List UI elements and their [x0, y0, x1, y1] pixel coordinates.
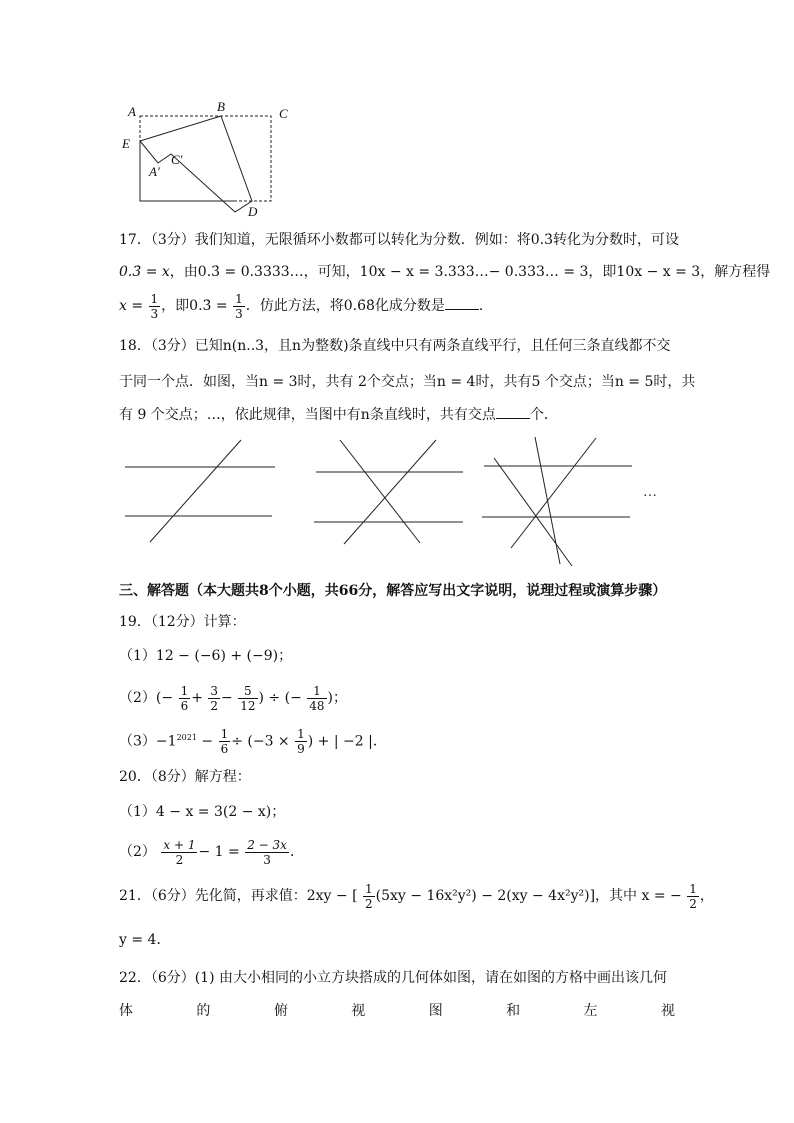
q19-p2-end: )； [327, 690, 348, 706]
q19-p2-plus: + [191, 690, 203, 706]
q17-fraction2: $\frac{1}{3}$ [235, 291, 243, 321]
q17-fraction1: $\frac{1}{3}$ [150, 291, 159, 321]
q21-frac1: $\frac{1}{2}$ [365, 881, 373, 911]
q22-word: 视 [660, 1003, 675, 1019]
q17-line3 [119, 290, 493, 322]
q22-word: 图 [428, 1003, 443, 1019]
q19-p2-frac4: $\frac{1}{48}$ [309, 683, 325, 713]
q19-p3-d: ) + | −2 |． [307, 733, 387, 750]
q17-text3b: ，即0.3̇ = [161, 298, 228, 314]
q22-word: 俯 [273, 1003, 288, 1019]
q20-part1: （1）4 − x = 3(2 − x)； [119, 804, 286, 820]
q19-part3 [119, 722, 387, 758]
q17-line2 [119, 262, 770, 282]
label-a: A [128, 104, 136, 119]
q21-head: 21．（6分）先化简，再求值： [119, 888, 307, 904]
q21-expr-b: (5xy − 16x²y²) − 2(xy − 4x²y²)]，其中 x = − [375, 888, 682, 904]
q17-period: ． [478, 298, 493, 314]
q17-answer-blank[interactable] [445, 295, 479, 310]
section3-title: 三、解答题（本大题共8个小题，共66分，解答应写出文字说明，说理过程或演算步骤） [119, 583, 667, 599]
q20-p2-frac2: $\frac{2 - 3x}{3}$ [247, 837, 287, 867]
label-c-prime: C′ [171, 152, 183, 167]
q20-part2 [119, 836, 304, 868]
fold-figure [118, 96, 298, 221]
label-c: C [279, 106, 288, 121]
q22-line1: 22．（6分）(1) 由大小相同的小立方块搭成的几何体如图，请在如图的方格中画出该几何 [119, 970, 668, 986]
q21-line2: y = 4． [119, 932, 171, 948]
q19-p2-mid: ) ÷ (− [258, 690, 302, 706]
q18-text2: 于同一个点．如图，当n = 3时，共有 2个交点；当n = 4时，共有5 个交点；当n = 5时，共 [119, 374, 696, 390]
label-d: D [248, 204, 258, 219]
q17-text1: 我们知道，无限循环小数都可以转化为分数．例如：将0.3̇转化为分数时，可设 [194, 232, 680, 248]
q19-p2-frac2: $\frac{3}{2}$ [210, 683, 219, 713]
q17-text3a: x = [119, 298, 144, 314]
q19-p2-frac1: $\frac{1}{6}$ [180, 683, 189, 713]
q19-p3-c: ÷ (−3 × [231, 733, 290, 750]
q17-number: 17． [119, 232, 151, 248]
q18-text3a: 有 9 个交点；…，依此规律，当图中有n条直线时，共有交点 [119, 407, 496, 423]
q17-text2b: ，由0.3̇ = 0.3333…，可知，10x − x = 3.333…− 0.333… = 3，即10x − x = 3，解方程得 [169, 264, 771, 280]
q19-p3-a: −1 [155, 733, 177, 750]
q18-text1: 已知n(n..3，且n为整数)条直线中只有两条直线平行，且任何三条直线都不交 [194, 338, 671, 354]
q18-line2 [119, 372, 695, 392]
q19-p2-open: (− [155, 690, 174, 706]
q22-word: 左 [583, 1003, 598, 1019]
q20-p2-mid: − 1 = [198, 844, 240, 860]
q19-p3-frac1: $\frac{1}{6}$ [220, 727, 229, 757]
q17-text2a: 0.3̇ = x [119, 264, 170, 280]
q22-word: 视 [351, 1003, 366, 1019]
q21-frac2: $\frac{1}{2}$ [689, 881, 697, 911]
q18-text3b: 个． [529, 407, 558, 423]
q22-word: 和 [506, 1003, 521, 1019]
q17-line1 [119, 230, 679, 250]
q19-p3-frac2: $\frac{1}{9}$ [297, 727, 305, 757]
q21-expr-a: 2xy − [ [306, 888, 358, 904]
q18-answer-blank[interactable] [496, 404, 530, 419]
q19-part1: （1）12 − (−6) + (−9)； [119, 648, 293, 664]
q19-p2-minus: − [221, 690, 233, 706]
q19-p2-frac3: $\frac{5}{12}$ [240, 683, 256, 713]
lines-figure [115, 432, 675, 572]
diagram-n5 [482, 437, 632, 566]
q20-p2-label: （2） [119, 844, 156, 860]
q18-line3 [119, 404, 558, 425]
q19-p3-exp: 2021 [176, 733, 197, 742]
q22-word: 体 [119, 1003, 133, 1019]
q22-line2 [119, 1000, 675, 1020]
q20-p2-end: ． [289, 844, 304, 860]
q19-p3-b: − [196, 733, 214, 750]
q19-part2 [119, 682, 347, 714]
q21-expr-c: ， [699, 888, 714, 904]
label-b: B [217, 99, 225, 114]
q19-p3-label: （3） [119, 733, 156, 750]
q22-word: 的 [196, 1003, 211, 1019]
dashed-rectangle [140, 116, 271, 201]
q21-line1 [119, 880, 714, 912]
diagram-n3 [125, 440, 275, 542]
q17-score: （3分） [150, 232, 195, 248]
q17-text3c: ．仿此方法，将0.6̇8̇化成分数是 [245, 298, 445, 314]
q18-number: 18． [119, 338, 151, 354]
q19-head: 19．（12分）计算： [119, 614, 246, 630]
q18-score: （3分） [150, 338, 195, 354]
q20-p2-frac1: $\frac{x + 1}{2}$ [163, 837, 196, 867]
q20-head: 20．（8分）解方程： [119, 769, 251, 785]
q19-p2-label: （2） [119, 690, 156, 706]
label-e: E [122, 136, 130, 151]
q18-line1 [119, 336, 671, 356]
ellipsis: … [643, 485, 657, 500]
diagram-n4 [314, 440, 463, 544]
label-a-prime: A′ [149, 164, 160, 179]
